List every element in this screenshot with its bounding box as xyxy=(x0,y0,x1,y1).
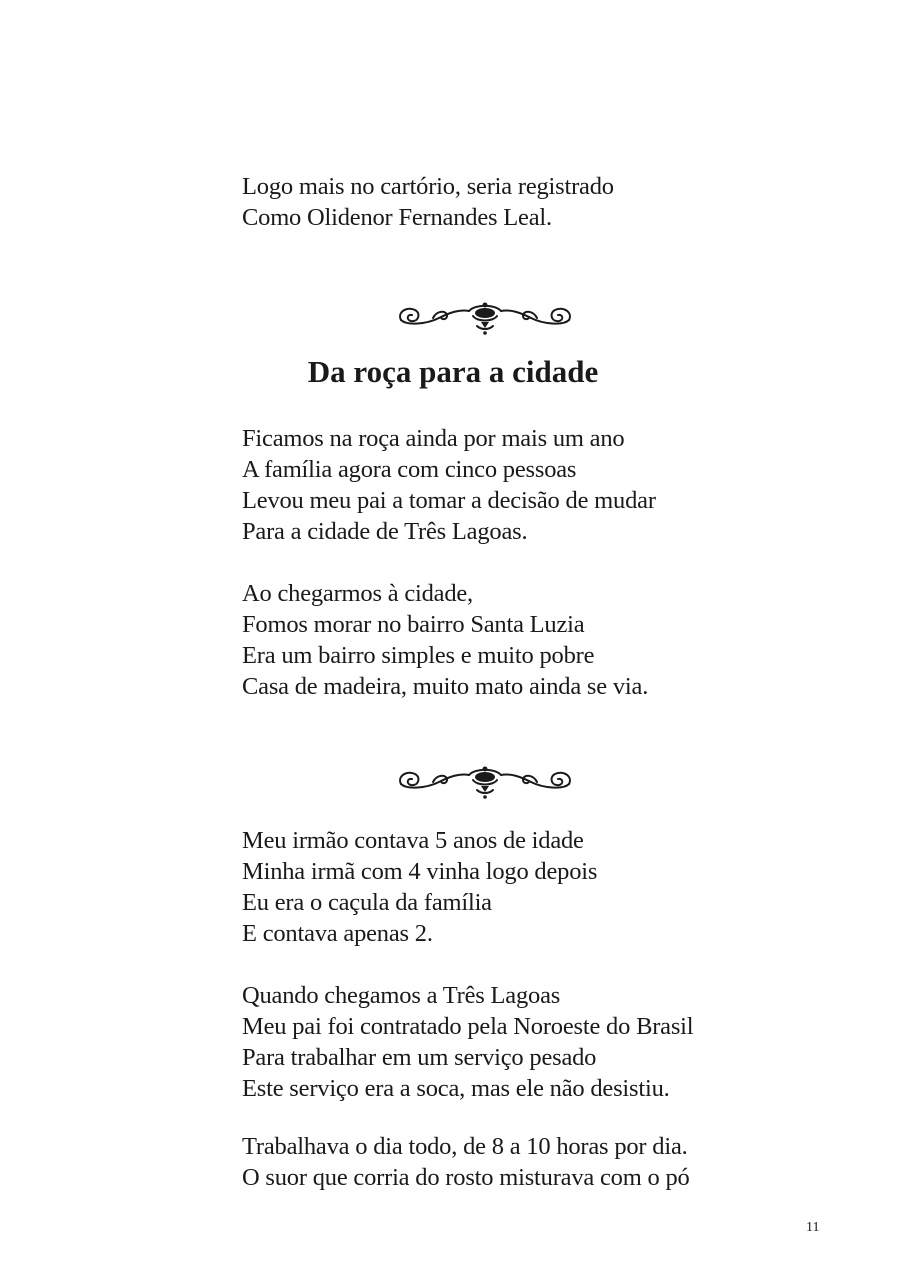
stanza-4 xyxy=(242,825,842,949)
verse-line: Casa de madeira, muito mato ainda se via. xyxy=(242,673,649,700)
scroll-ornament-icon xyxy=(393,762,577,802)
verse-line: Levou meu pai a tomar a decisão de mudar xyxy=(242,487,656,514)
verse-line: Este serviço era a soca, mas ele não desistiu. xyxy=(242,1075,670,1102)
verse-line: Ao chegarmos à cidade, xyxy=(242,580,473,607)
scroll-ornament-icon xyxy=(393,298,577,338)
verse-line: Minha irmã com 4 vinha logo depois xyxy=(242,858,598,885)
stanza-1 xyxy=(242,171,842,233)
verse-line: Para a cidade de Três Lagoas. xyxy=(242,518,528,545)
verse-line: Era um bairro simples e muito pobre xyxy=(242,642,595,669)
stanza-3 xyxy=(242,578,842,702)
verse-line: Ficamos na roça ainda por mais um ano xyxy=(242,425,625,452)
verse-line: Meu irmão contava 5 anos de idade xyxy=(242,827,584,854)
stanza-2 xyxy=(242,423,842,547)
page-number: 11 xyxy=(806,1220,820,1235)
verse-line: Fomos morar no bairro Santa Luzia xyxy=(242,611,585,638)
stanza-5 xyxy=(242,980,842,1104)
verse-line: Logo mais no cartório, seria registrado xyxy=(242,173,614,200)
verse-line: E contava apenas 2. xyxy=(242,920,433,947)
stanza-6 xyxy=(242,1131,842,1193)
section-title: Da roça para a cidade xyxy=(307,354,599,389)
verse-line: Para trabalhar em um serviço pesado xyxy=(242,1044,597,1071)
verse-line: A família agora com cinco pessoas xyxy=(242,456,577,483)
verse-line: Quando chegamos a Três Lagoas xyxy=(242,982,561,1009)
verse-line: Trabalhava o dia todo, de 8 a 10 horas por dia. xyxy=(242,1133,688,1160)
verse-line: Eu era o caçula da família xyxy=(242,889,492,916)
verse-line: Meu pai foi contratado pela Noroeste do Brasil xyxy=(242,1013,694,1040)
verse-line: O suor que corria do rosto misturava com o pó xyxy=(242,1164,690,1191)
verse-line: Como Olidenor Fernandes Leal. xyxy=(242,204,552,231)
